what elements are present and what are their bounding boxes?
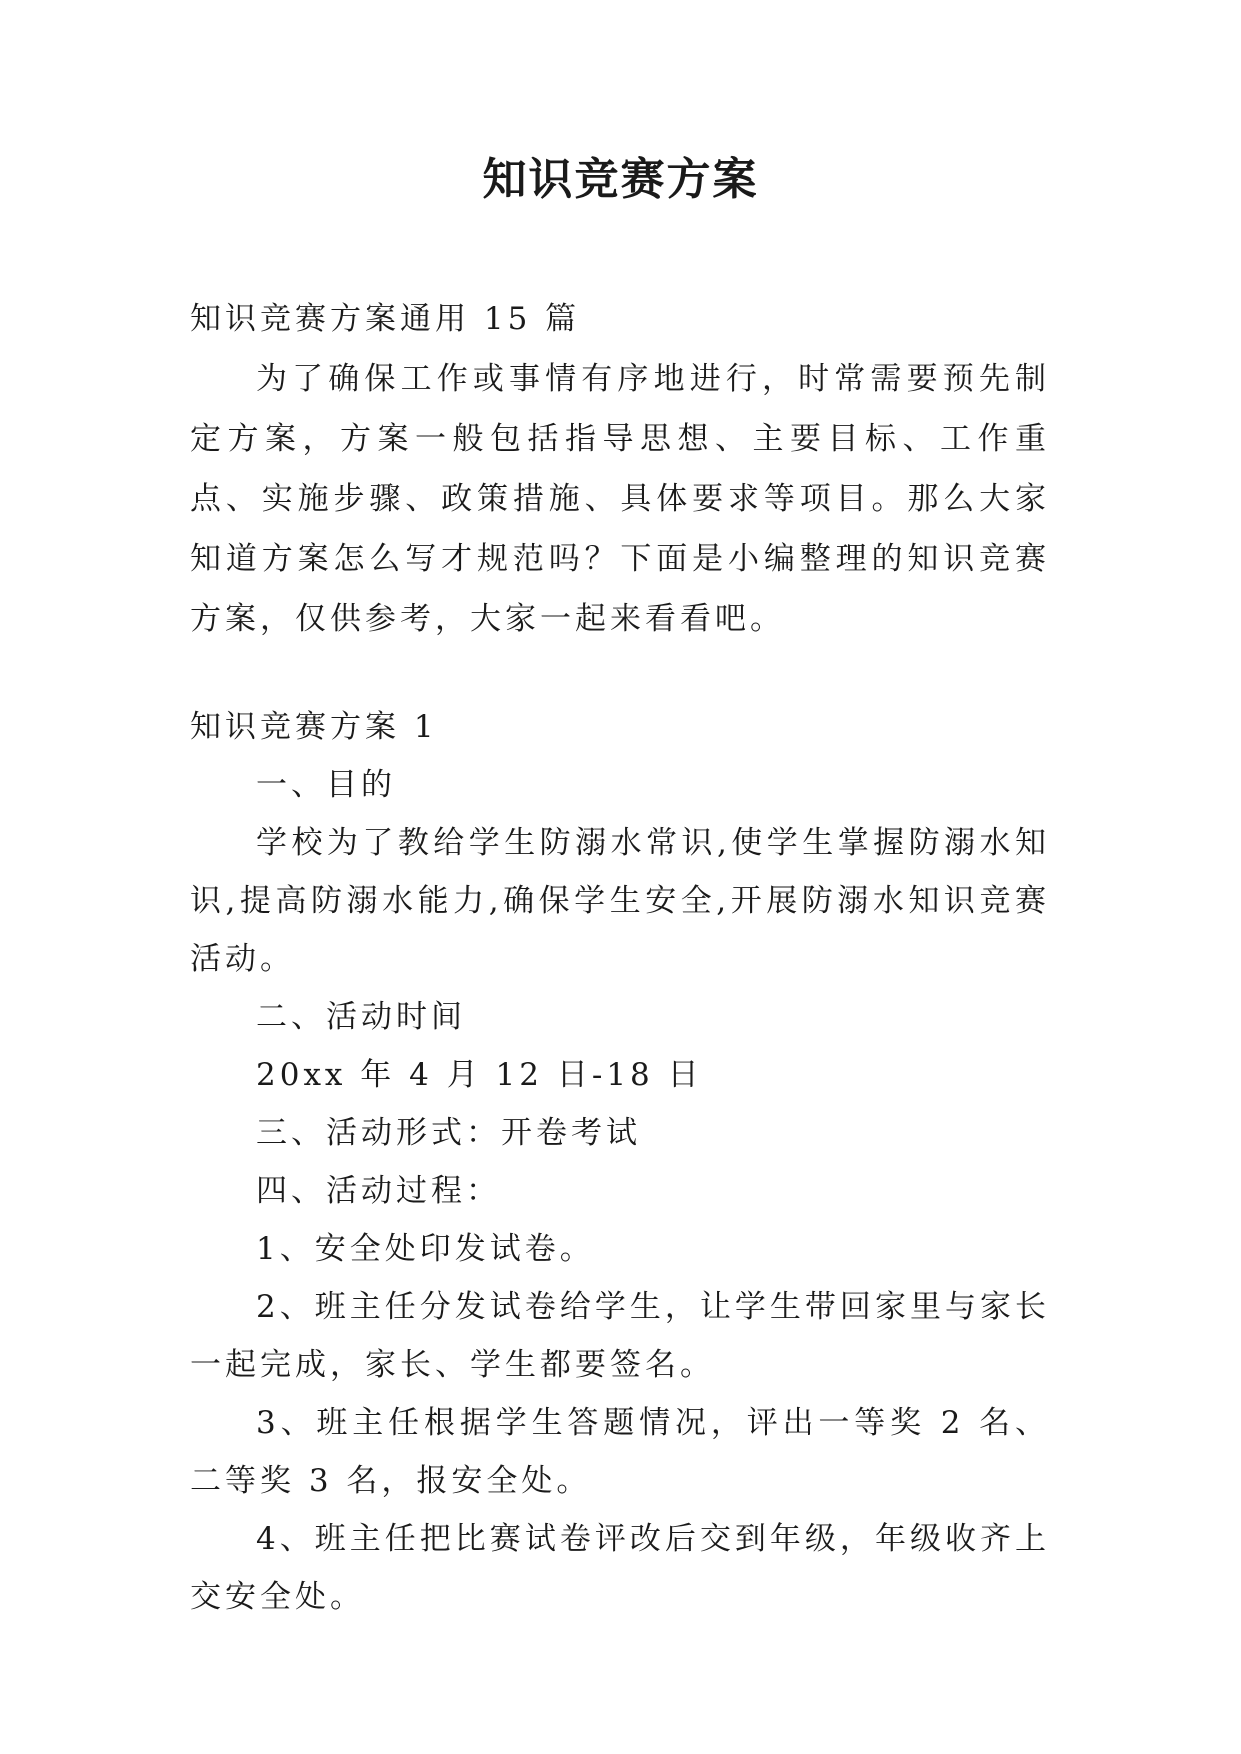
- list-item-2: 2、班主任分发试卷给学生，让学生带回家里与家长一起完成，家长、学生都要签名。: [190, 1289, 1050, 1383]
- paragraph-purpose-heading: 一、目的: [256, 767, 396, 803]
- paragraph-process-heading: 四、活动过程：: [256, 1173, 501, 1209]
- paragraph-time-heading: 二、活动时间: [256, 999, 466, 1035]
- list-item-1: 1、安全处印发试卷。: [256, 1231, 595, 1267]
- intro-paragraph: 为了确保工作或事情有序地进行，时常需要预先制定方案，方案一般包括指导思想、主要目标、工作重点、实施步骤、政策措施、具体要求等项目。那么大家知道方案怎么写才规范吗？下面是小编整理的知识竞赛方案，仅供参考，大家一起来看看吧。: [190, 361, 1050, 637]
- list-item-4: 4、班主任把比赛试卷评改后交到年级，年级收齐上交安全处。: [190, 1521, 1050, 1615]
- section-heading: 知识竞赛方案 1: [190, 709, 438, 745]
- paragraph-form: 三、活动形式：开卷考试: [256, 1115, 641, 1151]
- document-subtitle: 知识竞赛方案通用 15 篇: [190, 301, 581, 337]
- section-content: [190, 698, 1050, 1626]
- list-item-3: 3、班主任根据学生答题情况，评出一等奖 2 名、二等奖 3 名，报安全处。: [190, 1405, 1050, 1499]
- paragraph-time-text: 20xx 年 4 月 12 日-18 日: [256, 1057, 703, 1093]
- page-title: 知识竞赛方案: [482, 154, 759, 205]
- paragraph-purpose-text: 学校为了教给学生防溺水常识,使学生掌握防溺水知识,提高防溺水能力,确保学生安全,开展防溺水知识竞赛活动。: [190, 825, 1050, 977]
